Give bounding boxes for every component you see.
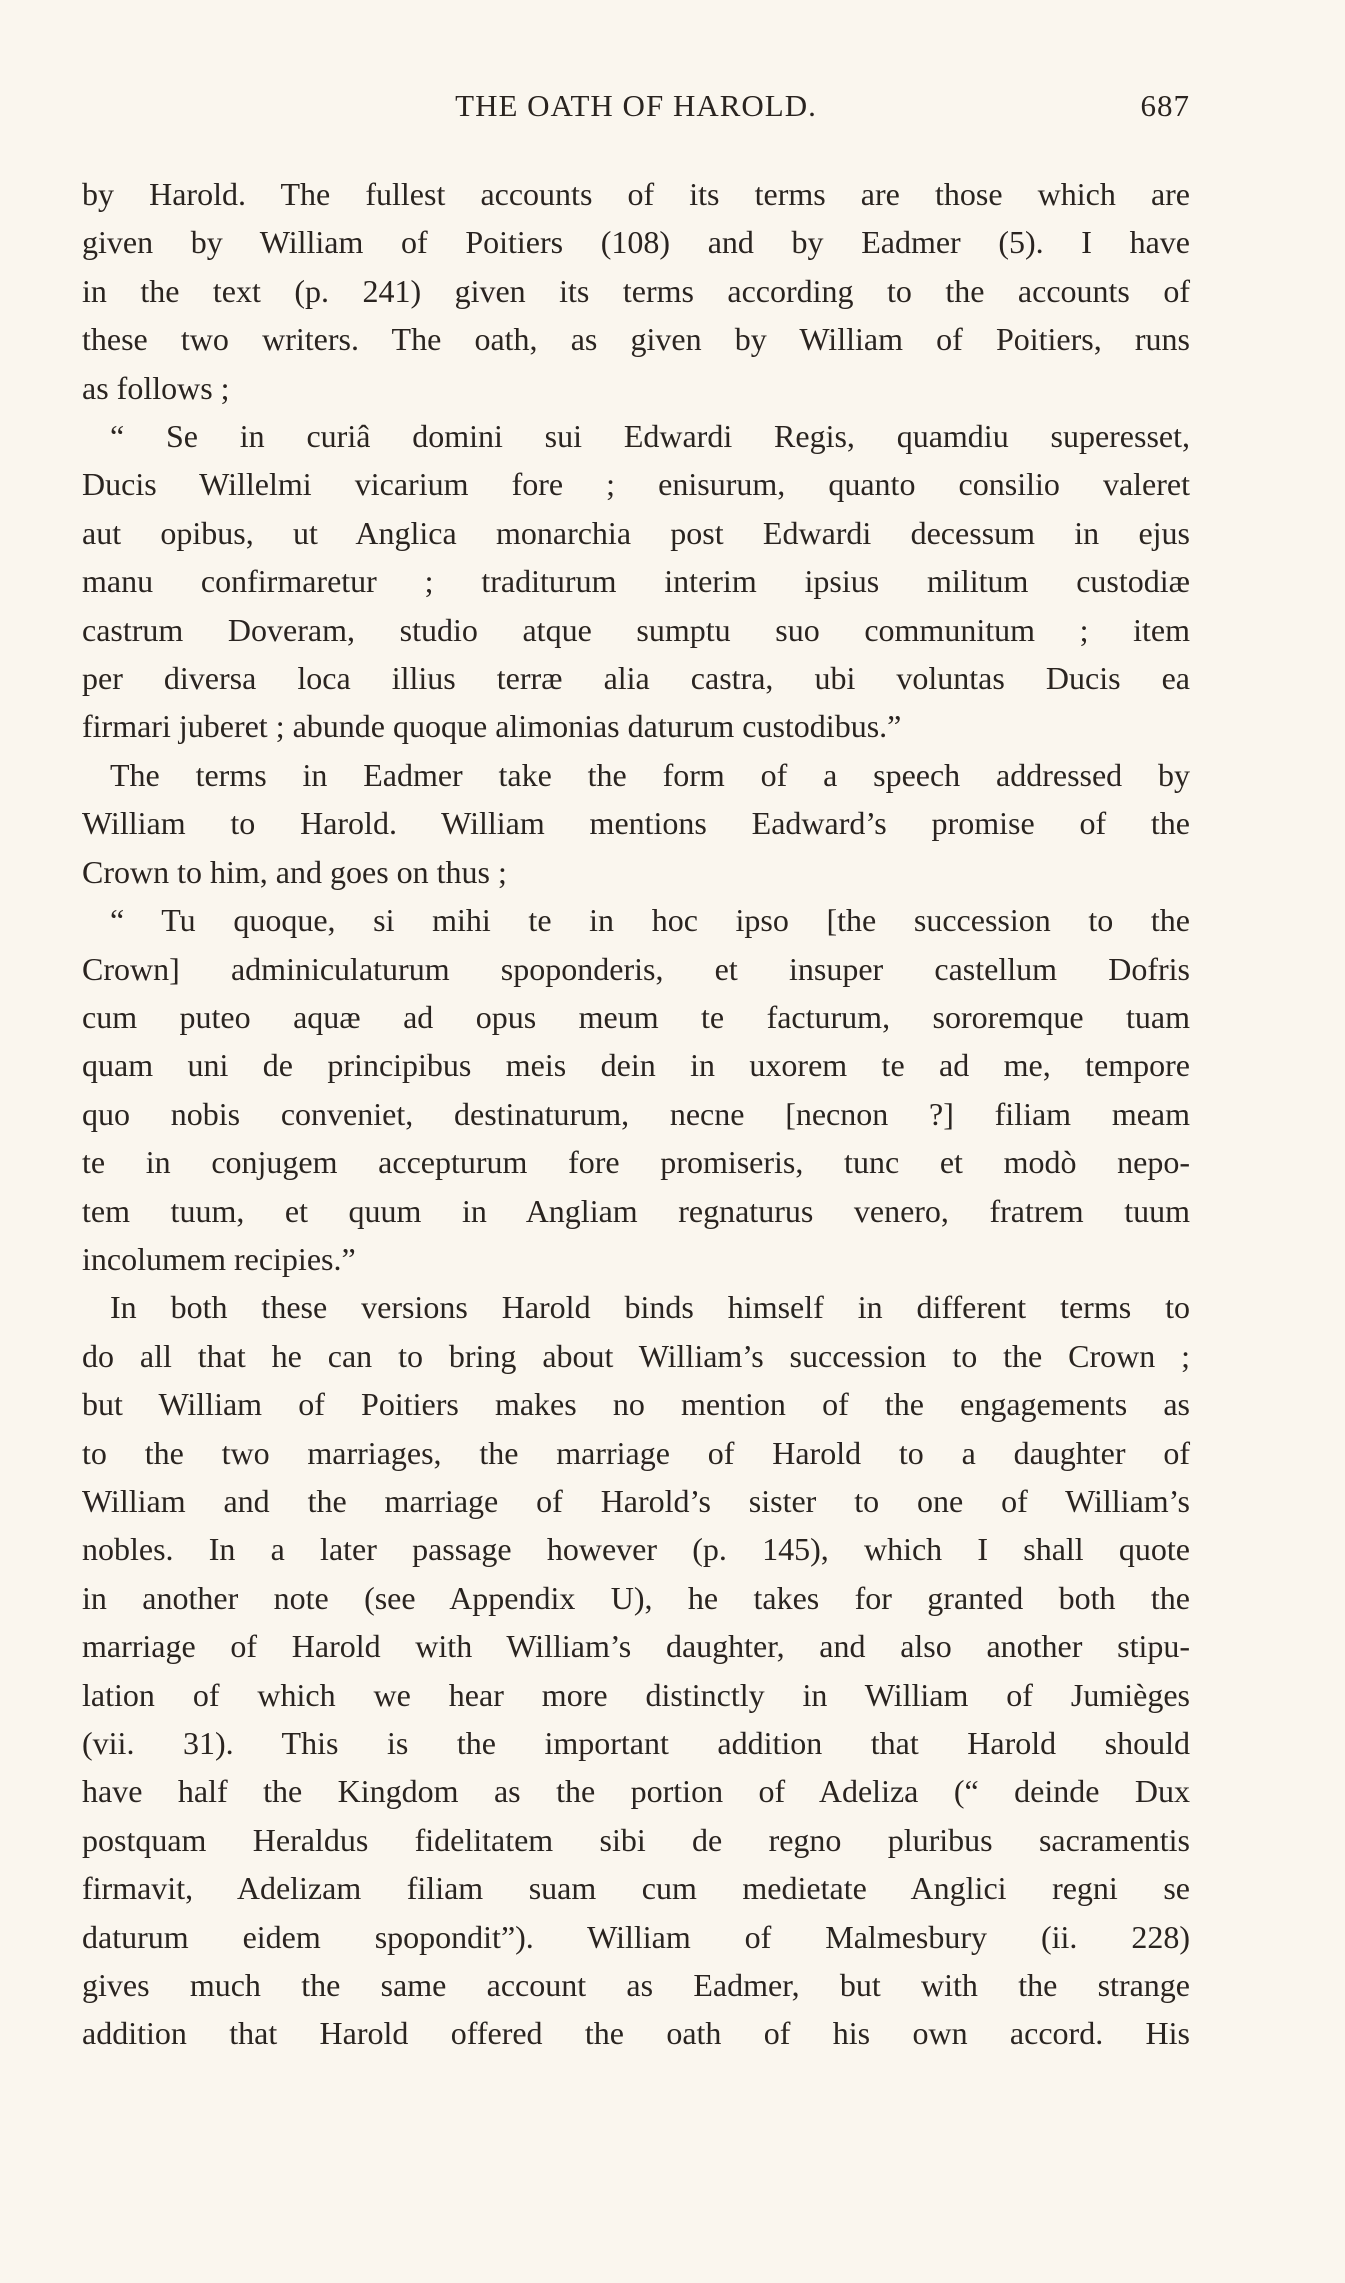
text-line: nobles. In a later passage however (p. 145), which I shall quote <box>82 1531 1190 1568</box>
text-line: aut opibus, ut Anglica monarchia post Edwardi decessum in ejus <box>82 514 1190 551</box>
text-line: quam uni de principibus meis dein in uxorem te ad me, tempore <box>82 1047 1190 1084</box>
text-line: as follows ; <box>82 369 230 406</box>
text-line: cum puteo aquæ ad opus meum te facturum, sororemque tuam <box>82 998 1190 1035</box>
text-line: In both these versions Harold binds himself in different terms to <box>110 1289 1190 1326</box>
text-line: te in conjugem accepturum fore promiseris, tunc et modò nepo- <box>82 1144 1190 1181</box>
text-line: “ Se in curiâ domini sui Edwardi Regis, quamdiu superesset, <box>110 418 1190 455</box>
text-line: by Harold. The fullest accounts of its terms are those which are <box>82 176 1190 212</box>
text-line: quo nobis conveniet, destinaturum, necne [necnon ?] filiam meam <box>82 1095 1190 1132</box>
running-title: THE OATH OF HAROLD. <box>455 88 817 123</box>
text-line: firmavit, Adelizam filiam suam cum medietate Anglici regni se <box>82 1870 1190 1907</box>
text-line: but William of Poitiers makes no mention of the engagements as <box>82 1386 1190 1423</box>
text-line: daturum eidem spopondit”). William of Malmesbury (ii. 228) <box>82 1918 1190 1955</box>
text-line: tem tuum, et quum in Angliam regnaturus venero, fratrem tuum <box>82 1192 1190 1229</box>
body-text <box>82 170 1190 2058</box>
running-head <box>82 88 1190 138</box>
text-line: these two writers. The oath, as given by William of Poitiers, runs <box>82 321 1190 358</box>
text-line: marriage of Harold with William’s daughter, and also another stipu- <box>82 1628 1190 1665</box>
text-line: The terms in Eadmer take the form of a speech addressed by <box>110 756 1190 793</box>
text-line: Crown to him, and goes on thus ; <box>82 853 507 890</box>
text-line: in the text (p. 241) given its terms according to the accounts of <box>82 272 1190 309</box>
text-line: lation of which we hear more distinctly in William of Jumièges <box>82 1676 1190 1713</box>
text-line: given by William of Poitiers (108) and by Eadmer (5). I have <box>82 224 1190 261</box>
text-line: gives much the same account as Eadmer, but with the strange <box>82 1967 1190 2004</box>
text-line: William and the marriage of Harold’s sister to one of William’s <box>82 1482 1190 1519</box>
text-line: have half the Kingdom as the portion of Adeliza (“ deinde Dux <box>82 1773 1190 1810</box>
text-line: addition that Harold offered the oath of his own accord. His <box>82 2015 1190 2052</box>
text-line: Ducis Willelmi vicarium fore ; enisurum, quanto consilio valeret <box>82 466 1190 503</box>
text-line: (vii. 31). This is the important addition that Harold should <box>82 1725 1190 1761</box>
page-number: 687 <box>1140 88 1190 123</box>
text-line: in another note (see Appendix U), he takes for granted both the <box>82 1579 1190 1616</box>
text-line: per diversa loca illius terræ alia castra, ubi voluntas Ducis ea <box>82 660 1190 697</box>
text-line: manu confirmaretur ; traditurum interim ipsius militum custodiæ <box>82 563 1190 600</box>
text-line: castrum Doveram, studio atque sumptu suo communitum ; item <box>82 611 1190 648</box>
text-line: incolumem recipies.” <box>82 1240 356 1277</box>
text-line: postquam Heraldus fidelitatem sibi de regno pluribus sacramentis <box>82 1821 1190 1858</box>
text-line: to the two marriages, the marriage of Harold to a daughter of <box>82 1434 1190 1471</box>
text-line: do all that he can to bring about William’s succession to the Crown ; <box>82 1337 1190 1374</box>
text-line: “ Tu quoque, si mihi te in hoc ipso [the succession to the <box>110 902 1190 939</box>
text-line: firmari juberet ; abunde quoque alimonias daturum custodibus.” <box>82 708 902 745</box>
text-line: William to Harold. William mentions Eadward’s promise of the <box>82 805 1190 842</box>
text-line: Crown] adminiculaturum spoponderis, et insuper castellum Dofris <box>82 950 1190 987</box>
